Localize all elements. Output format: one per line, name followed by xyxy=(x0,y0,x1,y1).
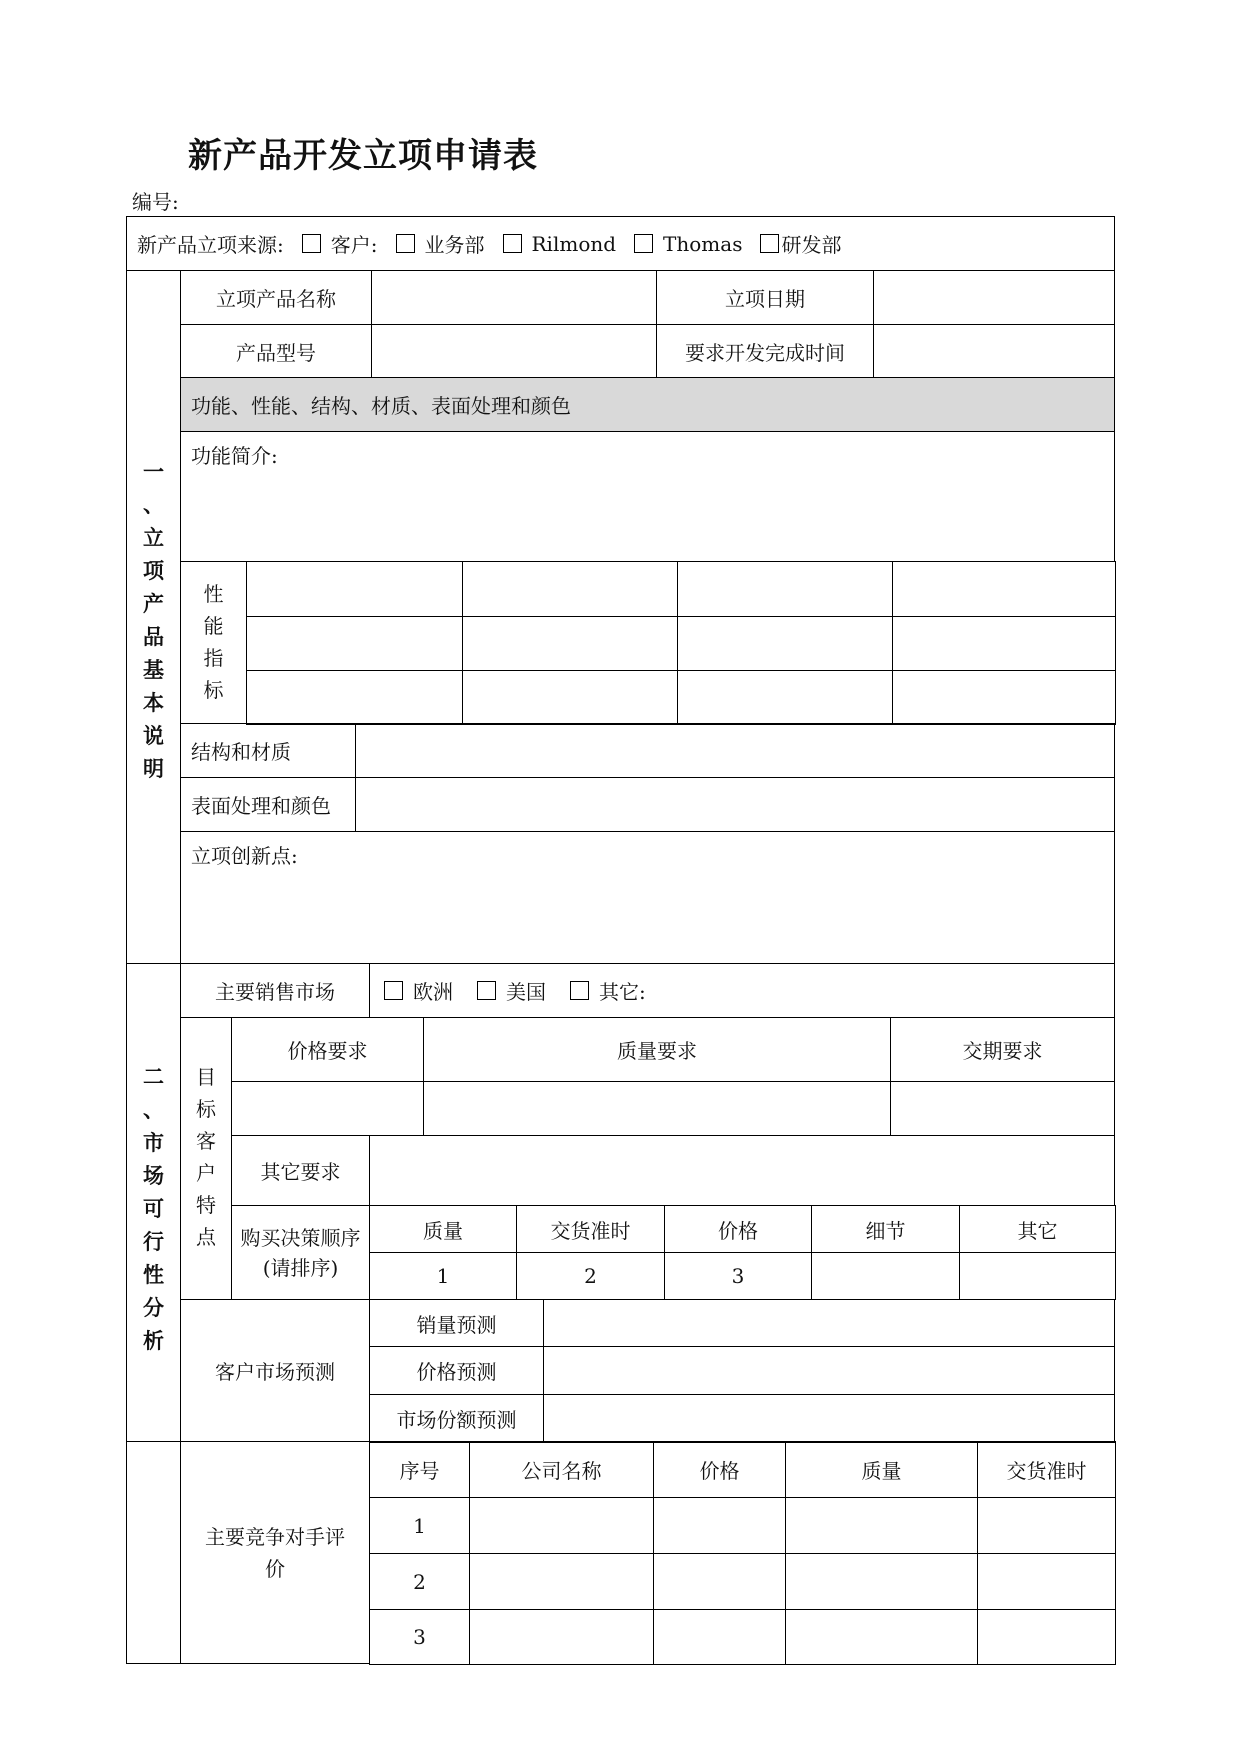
structure-input[interactable] xyxy=(355,723,1115,778)
decision-rank[interactable]: 1 xyxy=(369,1252,517,1300)
delivery-req-input[interactable] xyxy=(890,1081,1115,1136)
decision-order-label-line1: 购买决策顺序 xyxy=(240,1225,361,1250)
performance-cell[interactable] xyxy=(677,670,893,725)
competitor-cell[interactable] xyxy=(469,1553,654,1610)
performance-label-char: 性 xyxy=(203,582,224,606)
performance-label-char: 能 xyxy=(203,614,224,638)
section1-label-char: 说 xyxy=(143,723,164,748)
checkbox-thomas[interactable] xyxy=(634,234,653,253)
section1-label-char: 一 xyxy=(143,459,164,484)
performance-cell[interactable] xyxy=(892,616,1116,671)
competitor-row-number: 3 xyxy=(369,1609,470,1665)
decision-header: 价格 xyxy=(664,1205,812,1253)
quality-req-label: 质量要求 xyxy=(423,1017,891,1082)
performance-cell[interactable] xyxy=(677,561,893,617)
function-intro-label: 功能简介: xyxy=(191,444,278,468)
performance-cell[interactable] xyxy=(892,670,1116,725)
section2-label-char: 性 xyxy=(143,1262,164,1287)
decision-rank[interactable]: 3 xyxy=(664,1252,812,1300)
competitor-header: 交货准时 xyxy=(977,1441,1116,1498)
option-rilmond: Rilmond xyxy=(531,231,617,256)
deadline-label: 要求开发完成时间 xyxy=(656,324,874,378)
market-options xyxy=(369,963,1115,1018)
forecast-label: 客户市场预测 xyxy=(180,1299,370,1442)
decision-rank[interactable] xyxy=(959,1252,1116,1300)
option-sales-dept: 业务部 xyxy=(424,233,485,257)
price-req-label: 价格要求 xyxy=(231,1017,424,1082)
form-number-label: 编号: xyxy=(132,190,179,214)
target-customer-label-char: 标 xyxy=(196,1097,216,1121)
option-customer: 客户: xyxy=(330,233,378,257)
option-thomas: Thomas xyxy=(663,231,743,256)
competitor-row-number: 2 xyxy=(369,1553,470,1610)
section2-label-char: 分 xyxy=(143,1295,164,1320)
section2-label-char: 可 xyxy=(143,1196,164,1221)
performance-label-char: 标 xyxy=(203,678,224,702)
target-customer-label-char: 特 xyxy=(196,1193,216,1217)
checkbox-europe[interactable] xyxy=(384,981,403,1000)
section2-label-char: 场 xyxy=(143,1163,164,1188)
surface-input[interactable] xyxy=(355,777,1115,832)
checkbox-rd-dept[interactable] xyxy=(760,234,779,253)
innovation-label: 立项创新点: xyxy=(191,844,298,868)
competitor-header: 质量 xyxy=(785,1441,978,1498)
decision-header: 其它 xyxy=(959,1205,1116,1253)
page-title: 新产品开发立项申请表 xyxy=(188,136,538,176)
model-input[interactable] xyxy=(371,324,657,378)
market-label: 主要销售市场 xyxy=(180,963,370,1018)
performance-cell[interactable] xyxy=(462,616,678,671)
date-input[interactable] xyxy=(873,270,1115,325)
competitor-cell[interactable] xyxy=(653,1497,786,1554)
decision-header: 交货准时 xyxy=(516,1205,665,1253)
performance-cell[interactable] xyxy=(892,561,1116,617)
decision-order-label xyxy=(231,1205,370,1300)
checkbox-rilmond[interactable] xyxy=(503,234,522,253)
price-req-input[interactable] xyxy=(231,1081,424,1136)
competitor-cell[interactable] xyxy=(785,1609,978,1665)
competitor-header: 序号 xyxy=(369,1441,470,1498)
model-label: 产品型号 xyxy=(180,324,372,378)
section2-label xyxy=(126,1060,181,1357)
target-customer-label-char: 客 xyxy=(196,1129,216,1153)
competitor-cell[interactable] xyxy=(977,1553,1116,1610)
option-usa: 美国 xyxy=(506,980,546,1004)
competitor-cell[interactable] xyxy=(785,1553,978,1610)
section1-label-char: 本 xyxy=(143,690,164,715)
product-name-label: 立项产品名称 xyxy=(180,270,372,325)
target-customer-label-char: 点 xyxy=(196,1225,216,1249)
delivery-req-label: 交期要求 xyxy=(890,1017,1115,1082)
target-customer-label-char: 目 xyxy=(196,1065,216,1089)
section1-label-char: 产 xyxy=(143,591,164,616)
section1-label-char: 立 xyxy=(143,525,164,550)
section2-label-char: 行 xyxy=(143,1229,164,1254)
section1-label-char: 项 xyxy=(143,558,164,583)
structure-label: 结构和材质 xyxy=(180,723,356,778)
checkbox-other-market[interactable] xyxy=(570,981,589,1000)
date-label: 立项日期 xyxy=(656,270,874,325)
performance-label-char: 指 xyxy=(203,646,224,670)
option-rd-dept: 研发部 xyxy=(781,233,842,257)
performance-cell[interactable] xyxy=(246,670,463,725)
surface-label: 表面处理和颜色 xyxy=(180,777,356,832)
section2-label-char: 市 xyxy=(143,1130,164,1155)
checkbox-sales-dept[interactable] xyxy=(396,234,415,253)
other-req-label: 其它要求 xyxy=(231,1135,370,1206)
features-header: 功能、性能、结构、材质、表面处理和颜色 xyxy=(180,377,1115,432)
innovation-field[interactable] xyxy=(180,831,1115,964)
section1-label-char: 品 xyxy=(143,624,164,649)
competitor-cell[interactable] xyxy=(653,1553,786,1610)
performance-cell[interactable] xyxy=(462,670,678,725)
competitor-row-number: 1 xyxy=(369,1497,470,1554)
section1-label xyxy=(126,455,181,785)
section2-label-char: 二 xyxy=(143,1064,164,1089)
target-customer-label-char: 户 xyxy=(196,1161,216,1185)
performance-cell[interactable] xyxy=(677,616,893,671)
competitor-cell[interactable] xyxy=(977,1497,1116,1554)
competitor-cell[interactable] xyxy=(977,1609,1116,1665)
source-row xyxy=(126,216,1115,271)
performance-label xyxy=(180,578,247,706)
section2-label-char: 、 xyxy=(143,1097,164,1122)
forecast-item-input[interactable] xyxy=(543,1346,1115,1395)
decision-rank[interactable]: 2 xyxy=(516,1252,665,1300)
decision-header: 质量 xyxy=(369,1205,517,1253)
option-europe: 欧洲 xyxy=(413,980,453,1004)
checkbox-customer[interactable] xyxy=(302,234,321,253)
competitor-label: 主要竞争对手评价 xyxy=(180,1441,370,1664)
forecast-item-label: 销量预测 xyxy=(369,1299,544,1347)
section2-label-char: 析 xyxy=(143,1328,164,1353)
performance-cell[interactable] xyxy=(246,616,463,671)
forecast-item-label: 价格预测 xyxy=(369,1346,544,1395)
section1-label-char: 明 xyxy=(143,756,164,781)
source-label: 新产品立项来源: xyxy=(137,233,284,257)
target-customer-label xyxy=(180,1061,232,1253)
other-req-input[interactable] xyxy=(369,1135,1115,1206)
deadline-input[interactable] xyxy=(873,324,1115,378)
performance-cell[interactable] xyxy=(462,561,678,617)
competitor-header: 价格 xyxy=(653,1441,786,1498)
decision-order-label-line2: (请排序) xyxy=(262,1255,339,1280)
section3-label-cell xyxy=(126,1441,181,1664)
competitor-cell[interactable] xyxy=(469,1497,654,1554)
section1-label-char: 、 xyxy=(143,492,164,517)
forecast-item-input[interactable] xyxy=(543,1394,1115,1443)
competitor-header: 公司名称 xyxy=(469,1441,654,1498)
decision-rank[interactable] xyxy=(811,1252,960,1300)
product-name-input[interactable] xyxy=(371,270,657,325)
performance-cell[interactable] xyxy=(246,561,463,617)
competitor-cell[interactable] xyxy=(785,1497,978,1554)
competitor-cell[interactable] xyxy=(469,1609,654,1665)
decision-header: 细节 xyxy=(811,1205,960,1253)
forecast-item-label: 市场份额预测 xyxy=(369,1394,544,1443)
quality-req-input[interactable] xyxy=(423,1081,891,1136)
forecast-item-input[interactable] xyxy=(543,1299,1115,1347)
checkbox-usa[interactable] xyxy=(477,981,496,1000)
section1-label-char: 基 xyxy=(143,657,164,682)
option-other-market: 其它: xyxy=(599,980,646,1004)
function-intro-field[interactable] xyxy=(180,431,1115,562)
competitor-cell[interactable] xyxy=(653,1609,786,1665)
